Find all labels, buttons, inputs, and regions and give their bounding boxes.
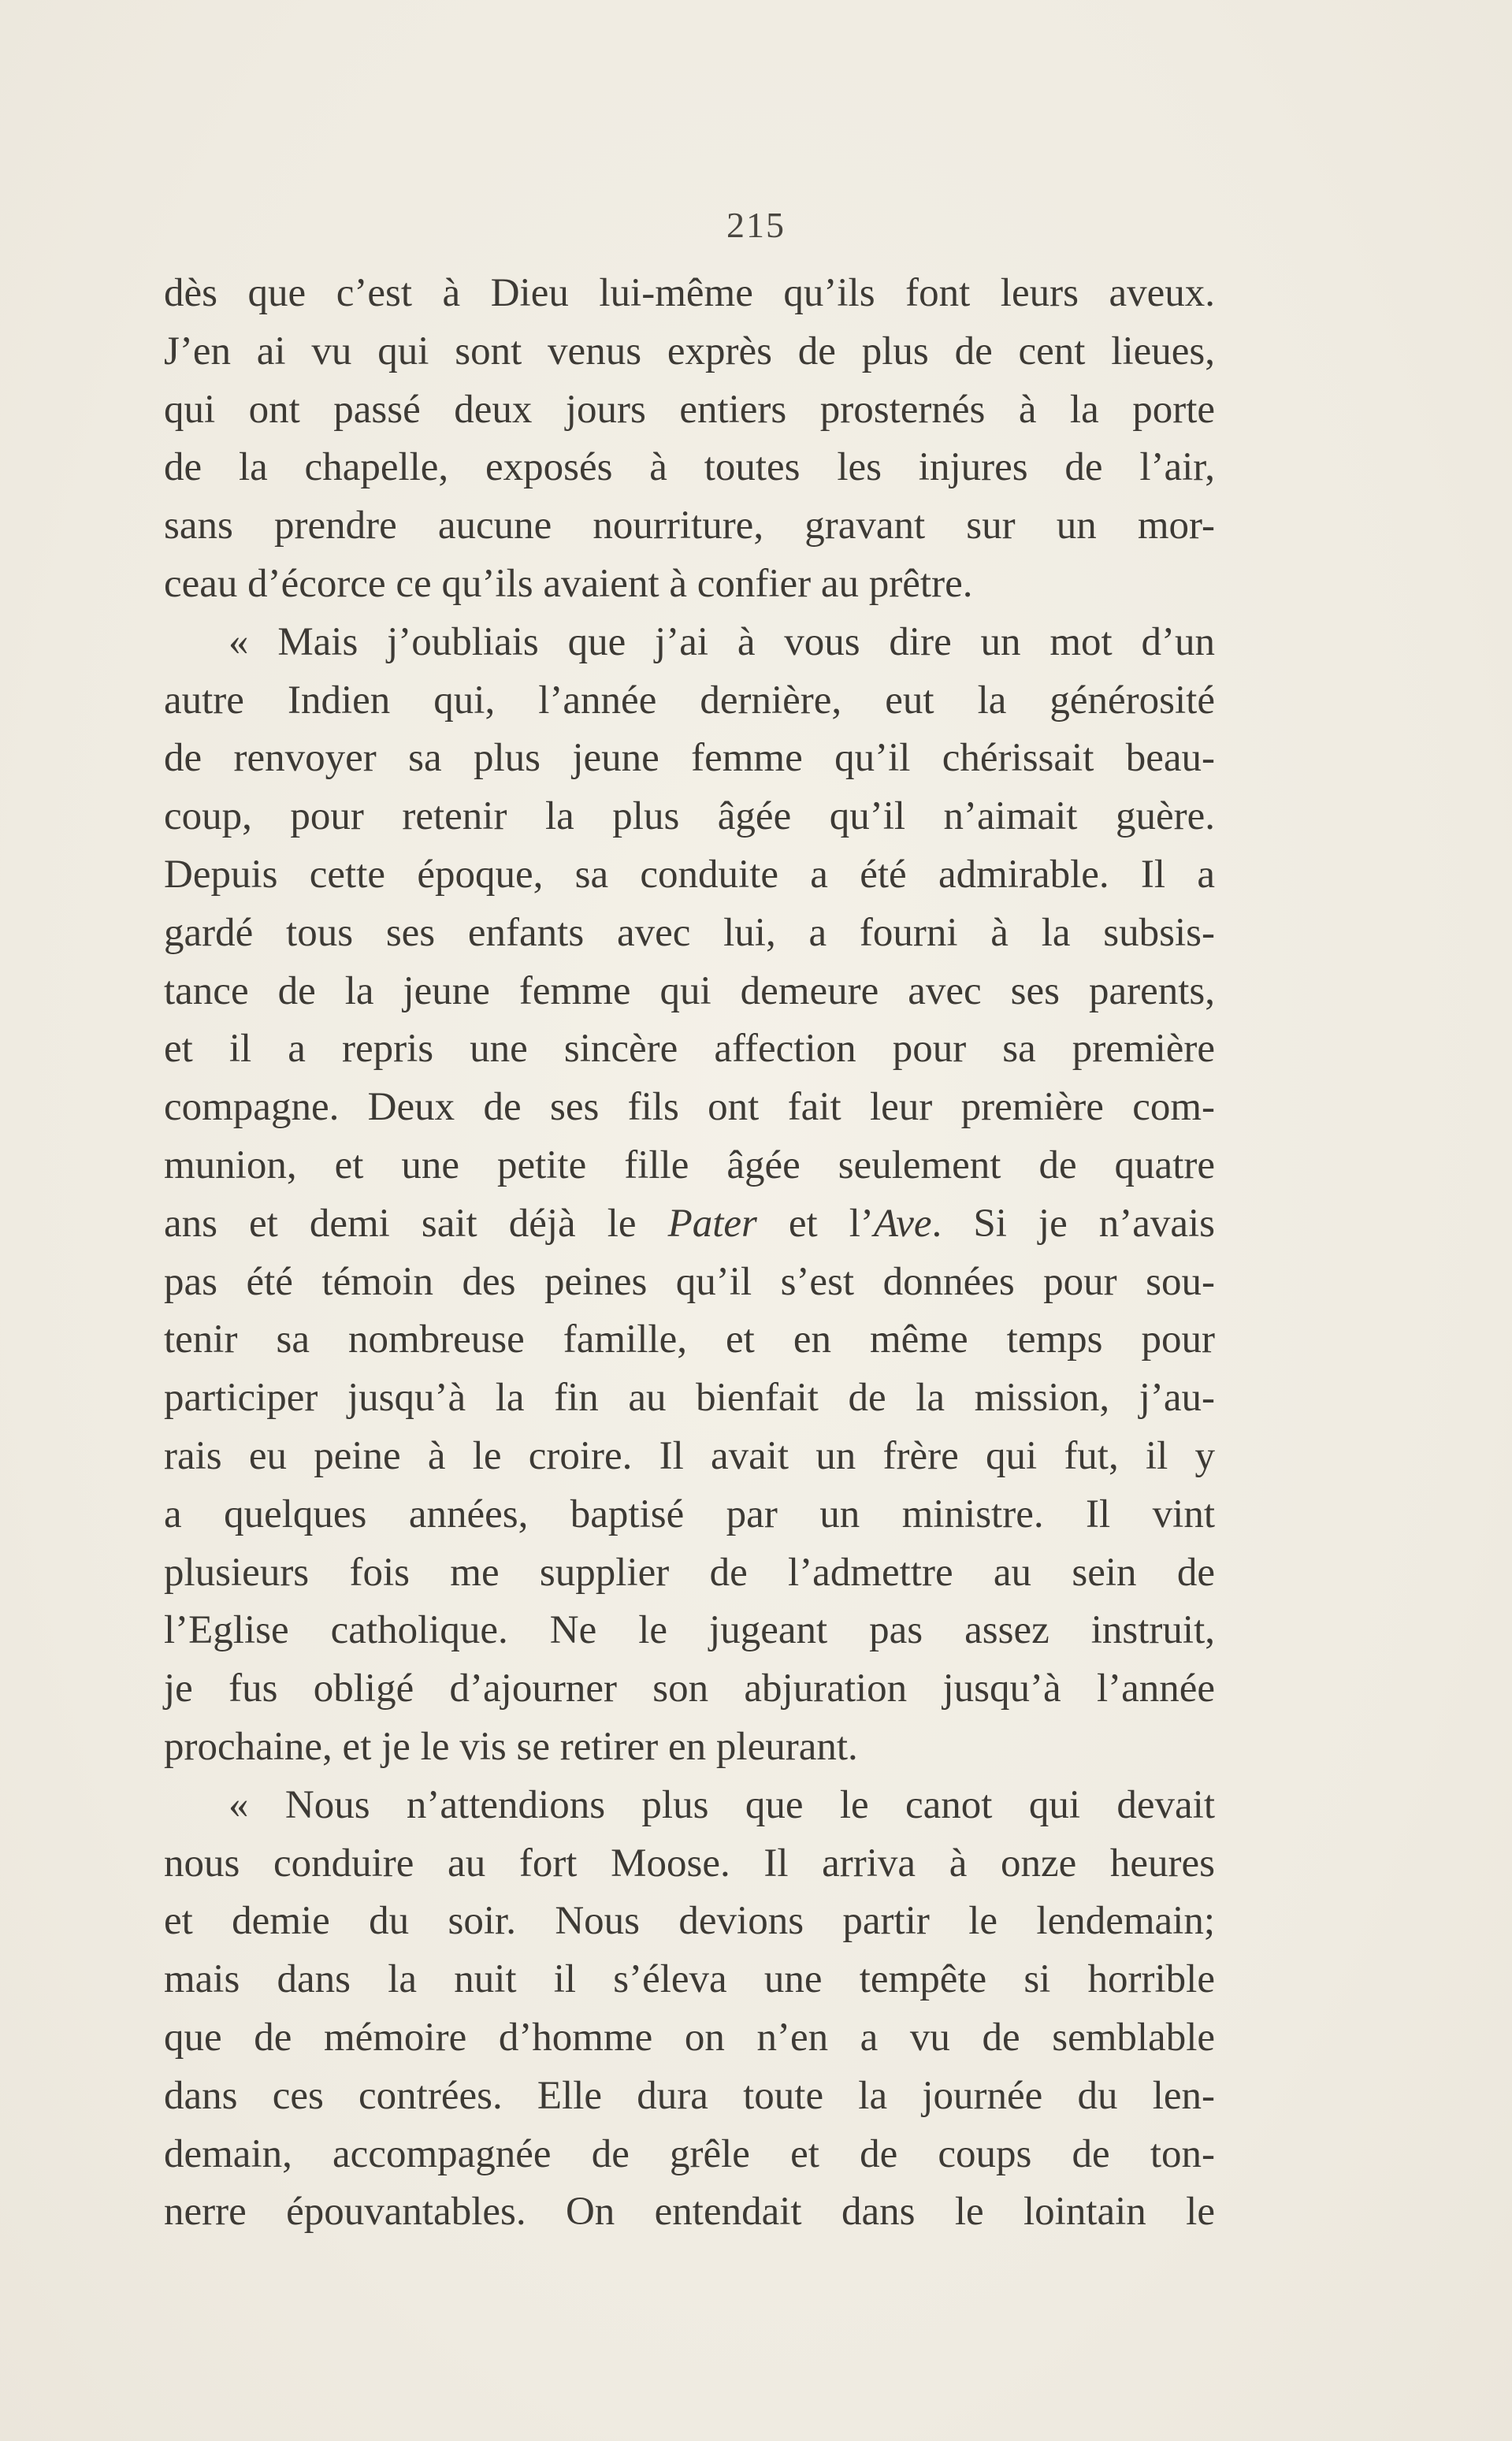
text-line: de la chapelle, exposés à toutes les injures de l’air, <box>164 445 1215 490</box>
text-line: a quelques années, baptisé par un ministre. Il vint <box>164 1492 1215 1536</box>
text-segment: ans et demi sait déjà le <box>164 1201 637 1246</box>
text-line: nerre épouvantables. On entendait dans le lointain le <box>164 2190 1215 2235</box>
text-line: « Mais j’oubliais que j’ai à vous dire un mot d’un <box>228 619 1215 664</box>
text-line: plusieurs fois me supplier de l’admettre au sein de <box>164 1550 1215 1595</box>
text-line: coup, pour retenir la plus âgée qu’il n’aimait guère. <box>164 794 1215 839</box>
text-line: munion, et une petite fille âgée seulement de quatre <box>164 1142 1215 1187</box>
text-line: mais dans la nuit il s’éleva une tempête si horrible <box>164 1957 1215 2002</box>
text-line: pas été témoin des peines qu’il s’est données pour sou- <box>164 1259 1215 1304</box>
text-line: qui ont passé deux jours entiers prosternés à la porte <box>164 387 1215 432</box>
text-line: prochaine, et je le vis se retirer en pleurant. <box>164 1724 858 1769</box>
text-line: tance de la jeune femme qui demeure avec ses parents, <box>164 968 1215 1013</box>
text-line: que de mémoire d’homme on n’en a vu de semblable <box>164 2015 1215 2060</box>
text-line-with-italics <box>164 1195 1215 1254</box>
text-line: de renvoyer sa plus jeune femme qu’il chérissait beau- <box>164 736 1215 781</box>
text-line: l’Eglise catholique. Ne le jugeant pas assez instruit, <box>164 1608 1215 1653</box>
body-text <box>164 265 1215 2242</box>
italic-word-pater: Pater <box>667 1201 757 1246</box>
italic-word-ave: Ave <box>873 1201 932 1246</box>
text-line: autre Indien qui, l’année dernière, eut la générosité <box>164 678 1215 723</box>
text-line: et demie du soir. Nous devions partir le lendemain; <box>164 1899 1215 1944</box>
text-line: tenir sa nombreuse famille, et en même temps pour <box>164 1317 1215 1362</box>
text-line: compagne. Deux de ses fils ont fait leur première com- <box>164 1085 1215 1130</box>
text-line: sans prendre aucune nourriture, gravant sur un mor- <box>164 503 1215 548</box>
text-line: J’en ai vu qui sont venus exprès de plus de cent lieues, <box>164 329 1215 373</box>
text-segment: . Si je n’avais <box>931 1201 1216 1246</box>
text-segment: et l’ <box>788 1201 874 1246</box>
text-line: et il a repris une sincère affection pour sa première <box>164 1027 1215 1072</box>
text-line: nous conduire au fort Moose. Il arriva à onze heures <box>164 1841 1215 1886</box>
text-line: ceau d’écorce ce qu’ils avaient à confier au prêtre. <box>164 561 973 606</box>
text-line: gardé tous ses enfants avec lui, a fourni à la subsis- <box>164 910 1215 955</box>
text-line: rais eu peine à le croire. Il avait un frère qui fut, il y <box>164 1433 1215 1478</box>
text-line: dès que c’est à Dieu lui-même qu’ils font leurs aveux. <box>164 271 1215 315</box>
page-number: 215 <box>726 205 786 245</box>
text-line: demain, accompagnée de grêle et de coups de ton- <box>164 2131 1215 2176</box>
text-line: je fus obligé d’ajourner son abjuration jusqu’à l’année <box>164 1666 1215 1711</box>
text-line: participer jusqu’à la fin au bienfait de la mission, j’au- <box>164 1376 1215 1421</box>
text-line: « Nous n’attendions plus que le canot qui devait <box>228 1782 1215 1827</box>
text-line: dans ces contrées. Elle dura toute la journée du len- <box>164 2073 1215 2118</box>
text-line: Depuis cette époque, sa conduite a été admirable. Il a <box>164 852 1215 897</box>
